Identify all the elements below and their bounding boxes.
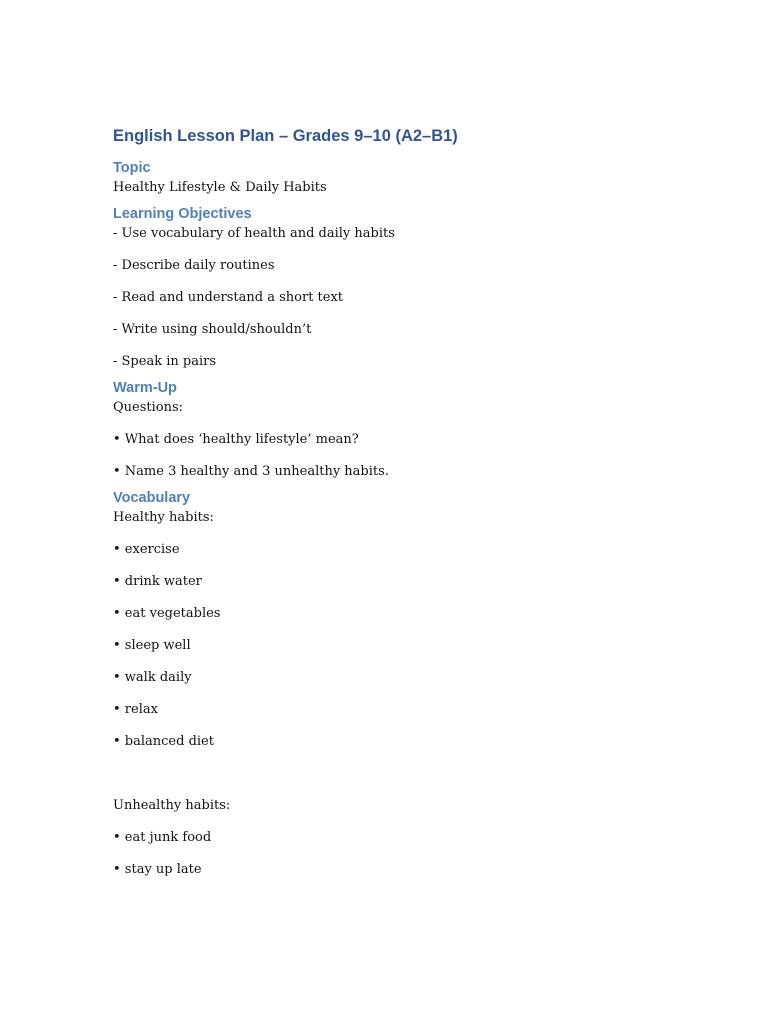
healthy-habits-label: Healthy habits: — [113, 510, 214, 525]
objective-item: - Read and understand a short text — [113, 290, 344, 305]
warmup-heading: Warm-Up — [113, 380, 177, 396]
objectives-heading: Learning Objectives — [113, 206, 252, 222]
warmup-item: • Name 3 healthy and 3 unhealthy habits. — [113, 464, 389, 479]
document-title: English Lesson Plan – Grades 9–10 (A2–B1) — [113, 127, 458, 145]
vocabulary-heading: Vocabulary — [113, 490, 191, 506]
healthy-habit-item: • sleep well — [113, 638, 191, 653]
healthy-habit-item: • relax — [113, 702, 158, 717]
warmup-item: • What does ‘healthy lifestyle’ mean? — [113, 432, 359, 447]
objective-item: - Speak in pairs — [113, 354, 216, 369]
unhealthy-habit-item: • eat junk food — [113, 830, 212, 845]
objective-item: - Write using should/shouldn’t — [113, 322, 312, 337]
healthy-habit-item: • walk daily — [113, 670, 192, 685]
healthy-habit-item: • eat vegetables — [113, 606, 221, 621]
healthy-habit-item: • exercise — [113, 542, 180, 557]
unhealthy-habits-label: Unhealthy habits: — [113, 798, 231, 813]
healthy-habit-item: • drink water — [113, 574, 202, 589]
objective-item: - Use vocabulary of health and daily habits — [113, 226, 395, 241]
warmup-intro: Questions: — [113, 400, 184, 415]
objective-item: - Describe daily routines — [113, 258, 275, 273]
topic-heading: Topic — [113, 160, 151, 176]
document-page — [113, 124, 713, 879]
unhealthy-habit-item: • stay up late — [113, 862, 202, 877]
healthy-habit-item: • balanced diet — [113, 734, 214, 749]
topic-text: Healthy Lifestyle & Daily Habits — [113, 180, 327, 195]
